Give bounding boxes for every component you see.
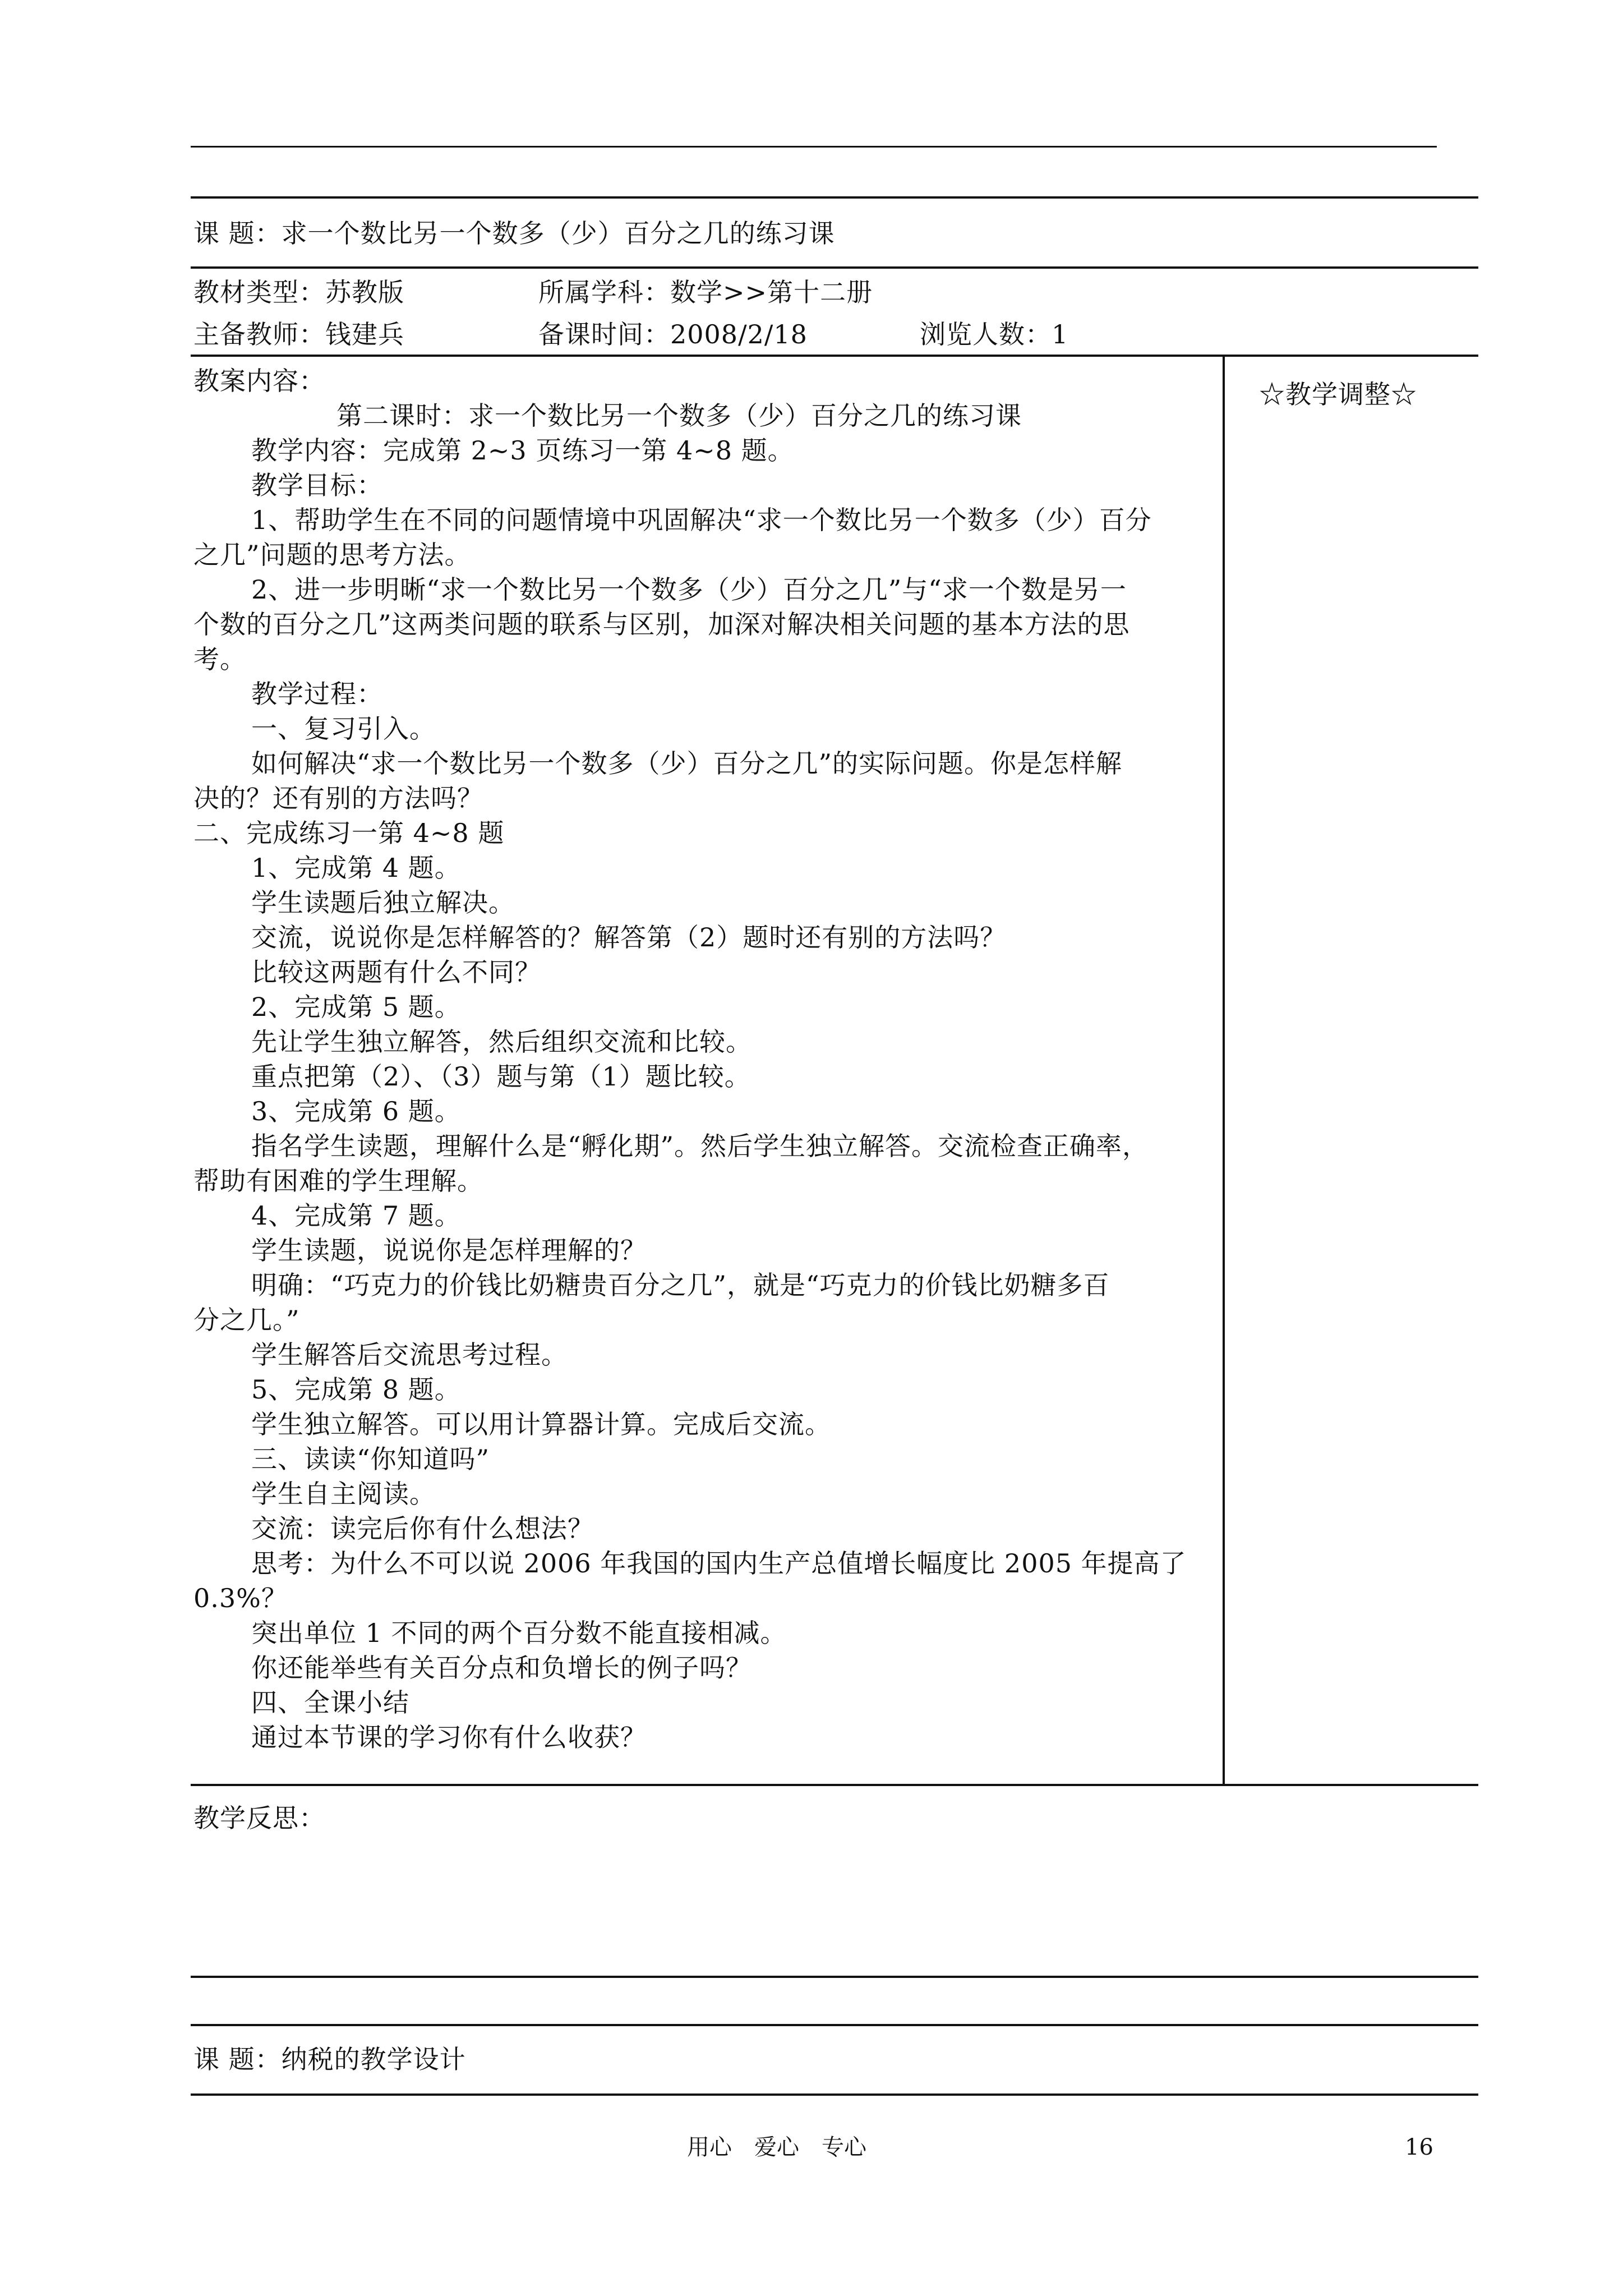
body-line: 通过本节课的学习你有什么收获？ bbox=[251, 1722, 647, 1752]
subject: 所属学科：数学>>第十二册 bbox=[538, 277, 873, 307]
table-top-rule bbox=[191, 196, 1478, 199]
body-line: 重点把第（2）、（3）题与第（1）题比较。 bbox=[251, 1061, 751, 1092]
teacher: 主备教师：钱建兵 bbox=[193, 319, 404, 349]
column-divider bbox=[1223, 355, 1225, 1784]
body-line: 个数的百分之几”这两类问题的联系与区别，加深对解决相关问题的基本方法的思 bbox=[193, 609, 1130, 639]
reflection-label: 教学反思： bbox=[193, 1803, 325, 1833]
body-line: 教学过程： bbox=[251, 679, 383, 709]
body-line: 决的？还有别的方法吗？ bbox=[193, 783, 483, 813]
body-line: 学生独立解答。可以用计算器计算。完成后交流。 bbox=[251, 1409, 831, 1439]
body-line: 三、读读“你知道吗” bbox=[251, 1444, 490, 1474]
body-line: 考。 bbox=[193, 644, 246, 674]
body-line: 学生解答后交流思考过程。 bbox=[251, 1340, 568, 1370]
body-line: 4、完成第 7 题。 bbox=[251, 1200, 461, 1231]
adjust-label: ☆教学调整☆ bbox=[1259, 379, 1417, 409]
body-line: 0.3%？ bbox=[193, 1583, 288, 1613]
body-line: 学生自主阅读。 bbox=[251, 1479, 436, 1509]
body-line: 交流：读完后你有什么想法？ bbox=[251, 1513, 594, 1544]
body-line: 先让学生独立解答，然后组织交流和比较。 bbox=[251, 1027, 752, 1057]
body-line: 教学内容：完成第 2~3 页练习一第 4~8 题。 bbox=[251, 435, 794, 466]
body-line: 3、完成第 6 题。 bbox=[251, 1096, 461, 1126]
body-line: 比较这两题有什么不同？ bbox=[251, 957, 541, 987]
meta-rule bbox=[191, 355, 1478, 357]
lesson-title: 课 题：求一个数比另一个数多（少）百分之几的练习课 bbox=[193, 218, 835, 249]
view-count: 浏览人数：1 bbox=[920, 319, 1069, 349]
textbook-type: 教材类型：苏教版 bbox=[193, 277, 404, 307]
lesson2-title: 课 题：纳税的教学设计 bbox=[193, 2044, 466, 2074]
footer-motto: 用心 爱心 专心 bbox=[687, 2134, 866, 2160]
title-rule bbox=[191, 266, 1478, 269]
body-line: 如何解决“求一个数比另一个数多（少）百分之几”的实际问题。你是怎样解 bbox=[251, 748, 1123, 779]
body-line: 四、全课小结 bbox=[251, 1687, 409, 1718]
body-line: 指名学生读题，理解什么是“孵化期”。然后学生独立解答。交流检查正确率， bbox=[251, 1131, 1149, 1161]
body-line: 2、进一步明晰“求一个数比另一个数多（少）百分之几”与“求一个数是另一 bbox=[251, 574, 1127, 605]
lesson-subtitle: 第二课时：求一个数比另一个数多（少）百分之几的练习课 bbox=[336, 401, 1022, 431]
body-line: 你还能举些有关百分点和负增长的例子吗？ bbox=[251, 1653, 752, 1683]
content-label: 教案内容： bbox=[193, 366, 325, 396]
body-line: 一、复习引入。 bbox=[251, 714, 436, 744]
body-line: 突出单位 1 不同的两个百分数不能直接相减。 bbox=[251, 1618, 787, 1648]
reflection-bottom-rule bbox=[191, 1976, 1478, 1978]
body-line: 学生读题后独立解决。 bbox=[251, 887, 515, 918]
content-bottom-rule bbox=[191, 1784, 1478, 1786]
body-line: 1、完成第 4 题。 bbox=[251, 853, 461, 883]
body-line: 帮助有困难的学生理解。 bbox=[193, 1166, 483, 1196]
body-line: 明确：“巧克力的价钱比奶糖贵百分之几”，就是“巧克力的价钱比奶糖多百 bbox=[251, 1270, 1110, 1300]
body-line: 2、完成第 5 题。 bbox=[251, 992, 461, 1022]
body-line: 二、完成练习一第 4~8 题 bbox=[193, 818, 505, 848]
body-line: 思考：为什么不可以说 2006 年我国的国内生产总值增长幅度比 2005 年提高了 bbox=[251, 1548, 1187, 1579]
lesson2-title-rule bbox=[191, 2093, 1478, 2096]
body-line: 教学目标： bbox=[251, 470, 383, 500]
body-line: 1、帮助学生在不同的问题情境中巩固解决“求一个数比另一个数多（少）百分 bbox=[251, 505, 1152, 535]
page-number: 16 bbox=[1405, 2134, 1433, 2160]
header-rule bbox=[191, 146, 1437, 148]
body-line: 学生读题，说说你是怎样理解的？ bbox=[251, 1235, 647, 1266]
body-line: 之几”问题的思考方法。 bbox=[193, 540, 471, 570]
body-line: 分之几。” bbox=[193, 1305, 300, 1335]
body-line: 交流，说说你是怎样解答的？解答第（2）题时还有别的方法吗？ bbox=[251, 922, 1007, 953]
prep-time: 备课时间：2008/2/18 bbox=[538, 319, 808, 349]
body-line: 5、完成第 8 题。 bbox=[251, 1374, 461, 1405]
lesson2-top-rule bbox=[191, 2024, 1478, 2026]
